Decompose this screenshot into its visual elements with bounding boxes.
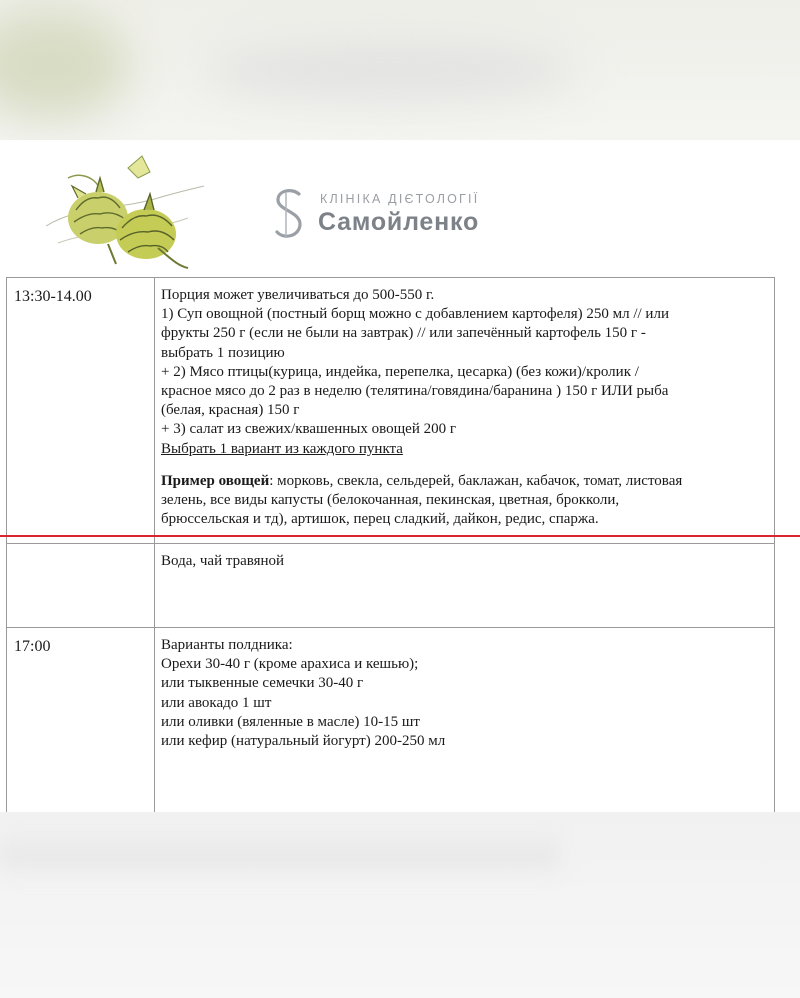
text-line: Варианты полдника: bbox=[161, 637, 293, 653]
text-line: Орехи 30-40 г (кроме арахиса и кешью); bbox=[161, 656, 419, 673]
text-line: или кефир (натуральный йогурт) 200-250 мл bbox=[161, 733, 446, 750]
text-line: красное мясо до 2 раз в неделю (телятина/говядина/баранина ) 150 г ИЛИ рыба bbox=[161, 383, 669, 400]
example-text: : морковь, свекла, сельдерей, баклажан, кабачок, томат, листовая bbox=[269, 472, 683, 489]
blurred-top-background bbox=[0, 0, 800, 140]
text-line: брюссельская и тд), артишок, перец сладкий, дайкон, редис, спаржа. bbox=[161, 511, 599, 528]
time-cell: 17:00 bbox=[7, 628, 155, 814]
text-line: + 3) салат из свежих/квашенных овощей 200 г bbox=[161, 421, 457, 438]
logo-subtitle: КЛІНІКА ДІЄТОЛОГІЇ bbox=[320, 192, 480, 206]
table-row bbox=[7, 278, 775, 544]
example-label: Пример овощей bbox=[161, 472, 270, 489]
text-line: (белая, красная) 150 г bbox=[161, 402, 300, 419]
text-line: или авокадо 1 шт bbox=[161, 694, 272, 711]
text-line: или оливки (вяленные в масле) 10-15 шт bbox=[161, 713, 420, 730]
text-line: выбрать 1 позицию bbox=[161, 344, 285, 361]
artichoke-illustration bbox=[38, 148, 208, 273]
text-line: + 2) Мясо птицы(курица, индейка, перепелка, цесарка) (без кожи)/кролик / bbox=[161, 363, 639, 380]
meal-cell bbox=[155, 278, 775, 544]
text-line: или тыквенные семечки 30-40 г bbox=[161, 675, 364, 692]
text-line: 1) Суп овощной (постный борщ можно с добавлением картофеля) 250 мл // или bbox=[161, 306, 669, 323]
text-line: зелень, все виды капусты (белокочанная, пекинская, цветная, брокколи, bbox=[161, 492, 620, 509]
text-line: Порция может увеличиваться до 500-550 г. bbox=[161, 287, 435, 303]
document-page bbox=[0, 140, 800, 812]
text-line: Вода, чай травяной bbox=[161, 553, 285, 569]
meal-cell bbox=[155, 628, 775, 814]
red-annotation-line bbox=[0, 535, 800, 537]
text-line: фрукты 250 г (если не были на завтрак) // или запечённый картофель 150 г - bbox=[161, 325, 646, 342]
meal-cell bbox=[155, 544, 775, 628]
example-line bbox=[161, 472, 768, 491]
meal-plan-table bbox=[6, 277, 775, 814]
logo-name: Самойленко bbox=[318, 208, 480, 236]
time-cell: 13:30-14.00 bbox=[7, 278, 155, 544]
clinic-logo-s-icon bbox=[272, 188, 306, 242]
instruction-text: Выбрать 1 вариант из каждого пункта bbox=[161, 440, 403, 457]
table-row bbox=[7, 628, 775, 814]
blurred-bottom-background bbox=[0, 812, 800, 998]
table-row bbox=[7, 544, 775, 628]
time-cell bbox=[7, 544, 155, 628]
